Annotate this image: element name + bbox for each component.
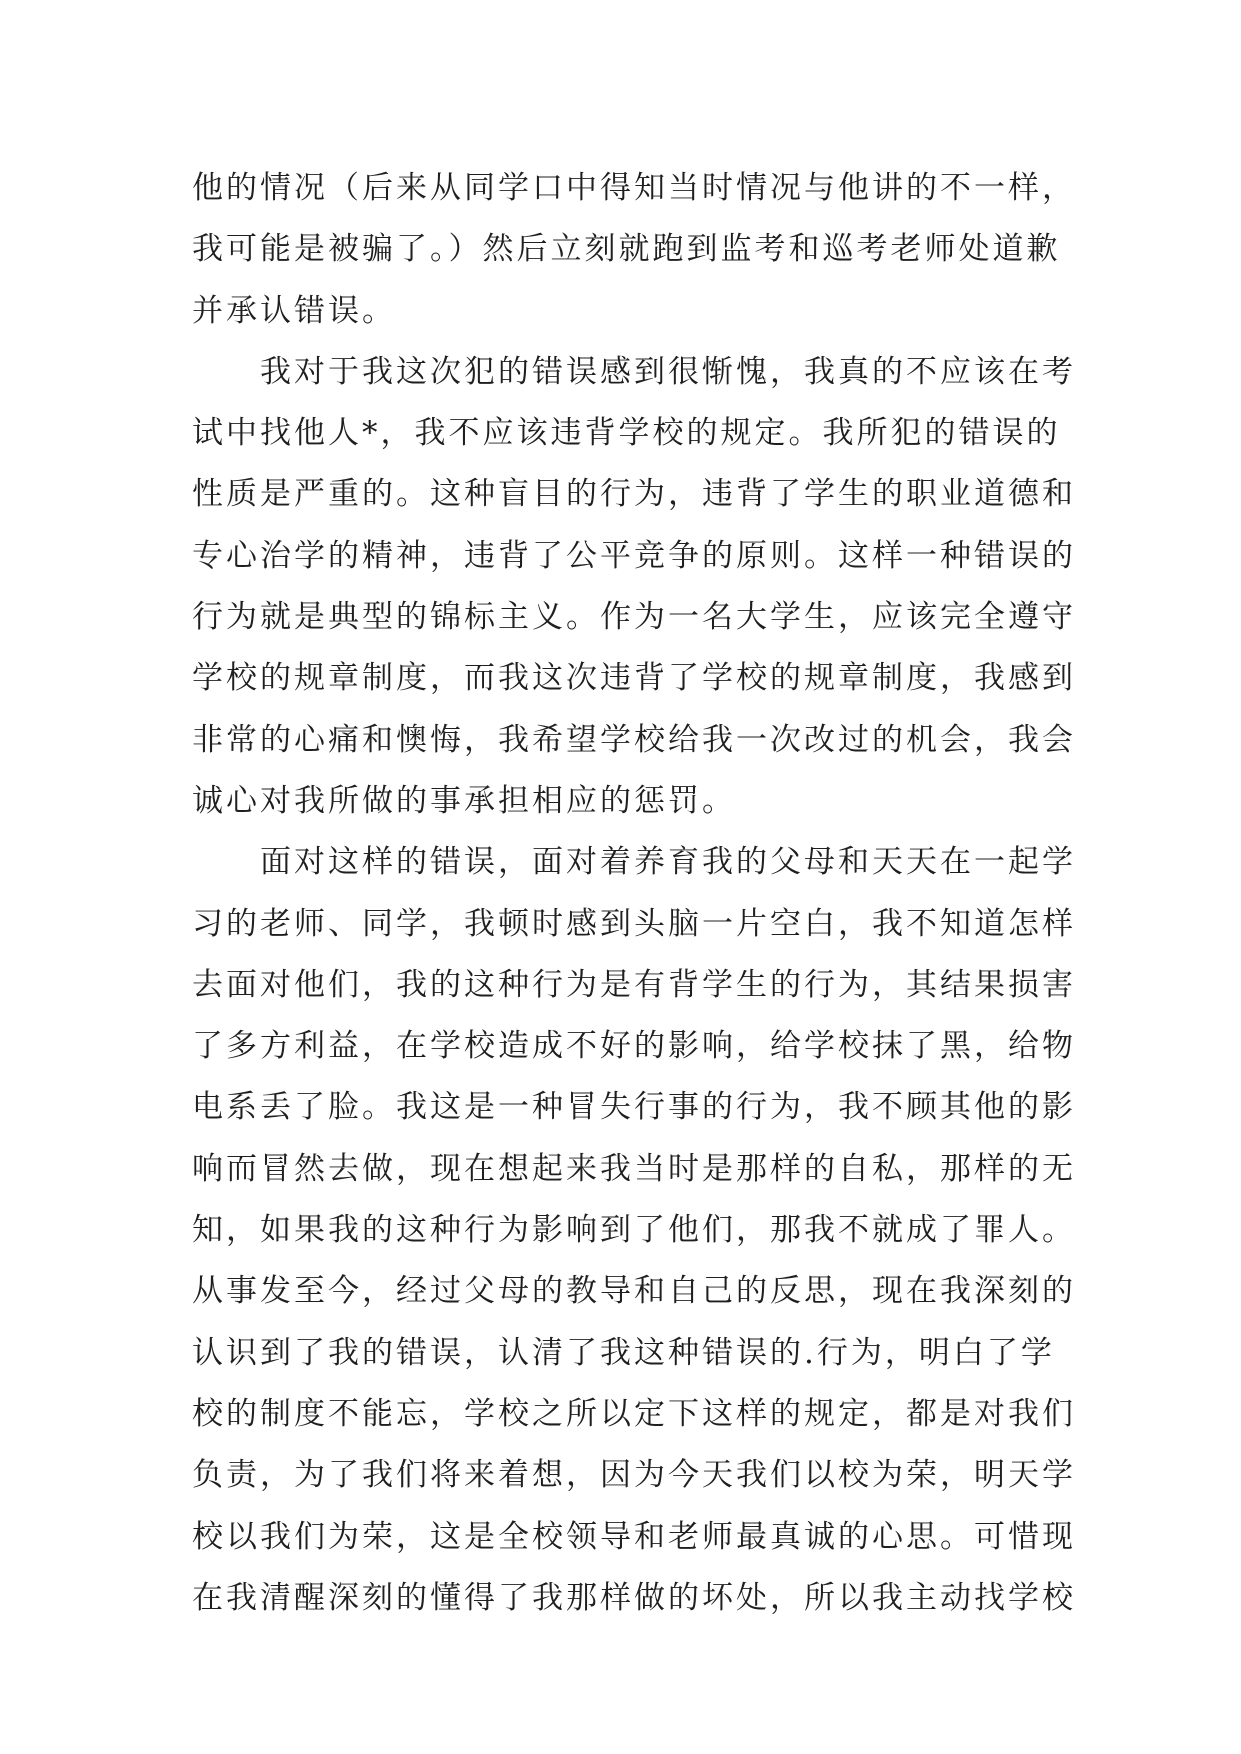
text-line: 从事发至今，经过父母的教导和自己的反思，现在我深刻的 bbox=[192, 1273, 1076, 1310]
text-line: 行为就是典型的锦标主义。作为一名大学生，应该完全遵守 bbox=[192, 599, 1076, 636]
document-body bbox=[192, 163, 1076, 1634]
text-line: 认识到了我的错误，认清了我这种错误的.行为，明白了学 bbox=[192, 1334, 1055, 1371]
text-line: 性质是严重的。这种盲目的行为，违背了学生的职业道德和 bbox=[192, 476, 1076, 513]
text-line: 校的制度不能忘，学校之所以定下这样的规定，都是对我们 bbox=[192, 1395, 1076, 1432]
text-line: 了多方利益，在学校造成不好的影响，给学校抹了黑，给物 bbox=[192, 1028, 1076, 1065]
text-line: 电系丢了脸。我这是一种冒失行事的行为，我不顾其他的影 bbox=[192, 1089, 1076, 1126]
text-line: 在我清醒深刻的懂得了我那样做的坏处，所以我主动找学校 bbox=[192, 1579, 1076, 1616]
text-line: 并承认错误。 bbox=[192, 292, 396, 329]
text-line: 知，如果我的这种行为影响到了他们，那我不就成了罪人。 bbox=[192, 1212, 1076, 1249]
text-line: 校以我们为荣，这是全校领导和老师最真诚的心思。可惜现 bbox=[192, 1518, 1076, 1555]
text-line: 诚心对我所做的事承担相应的惩罚。 bbox=[192, 782, 736, 819]
text-line: 试中找他人*，我不应该违背学校的规定。我所犯的错误的 bbox=[192, 415, 1061, 452]
text-line: 负责，为了我们将来着想，因为今天我们以校为荣，明天学 bbox=[192, 1457, 1076, 1494]
text-line: 他的情况（后来从同学口中得知当时情况与他讲的不一样， bbox=[192, 170, 1076, 206]
text-line: 去面对他们，我的这种行为是有背学生的行为，其结果损害 bbox=[192, 966, 1076, 1003]
paragraph-first-line: 我对于我这次犯的错误感到很惭愧，我真的不应该在考 bbox=[260, 353, 1076, 390]
paragraph-first-line: 面对这样的错误，面对着养育我的父母和天天在一起学 bbox=[260, 844, 1076, 881]
text-line: 非常的心痛和懊悔，我希望学校给我一次改过的机会，我会 bbox=[192, 721, 1076, 758]
text-line: 学校的规章制度，而我这次违背了学校的规章制度，我感到 bbox=[192, 660, 1076, 697]
text-line: 我可能是被骗了。）然后立刻就跑到监考和巡考老师处道歉 bbox=[192, 231, 1061, 268]
text-line: 响而冒然去做，现在想起来我当时是那样的自私，那样的无 bbox=[192, 1150, 1076, 1187]
text-line: 习的老师、同学，我顿时感到头脑一片空白，我不知道怎样 bbox=[192, 905, 1076, 942]
text-line: 专心治学的精神，违背了公平竞争的原则。这样一种错误的 bbox=[192, 537, 1076, 574]
